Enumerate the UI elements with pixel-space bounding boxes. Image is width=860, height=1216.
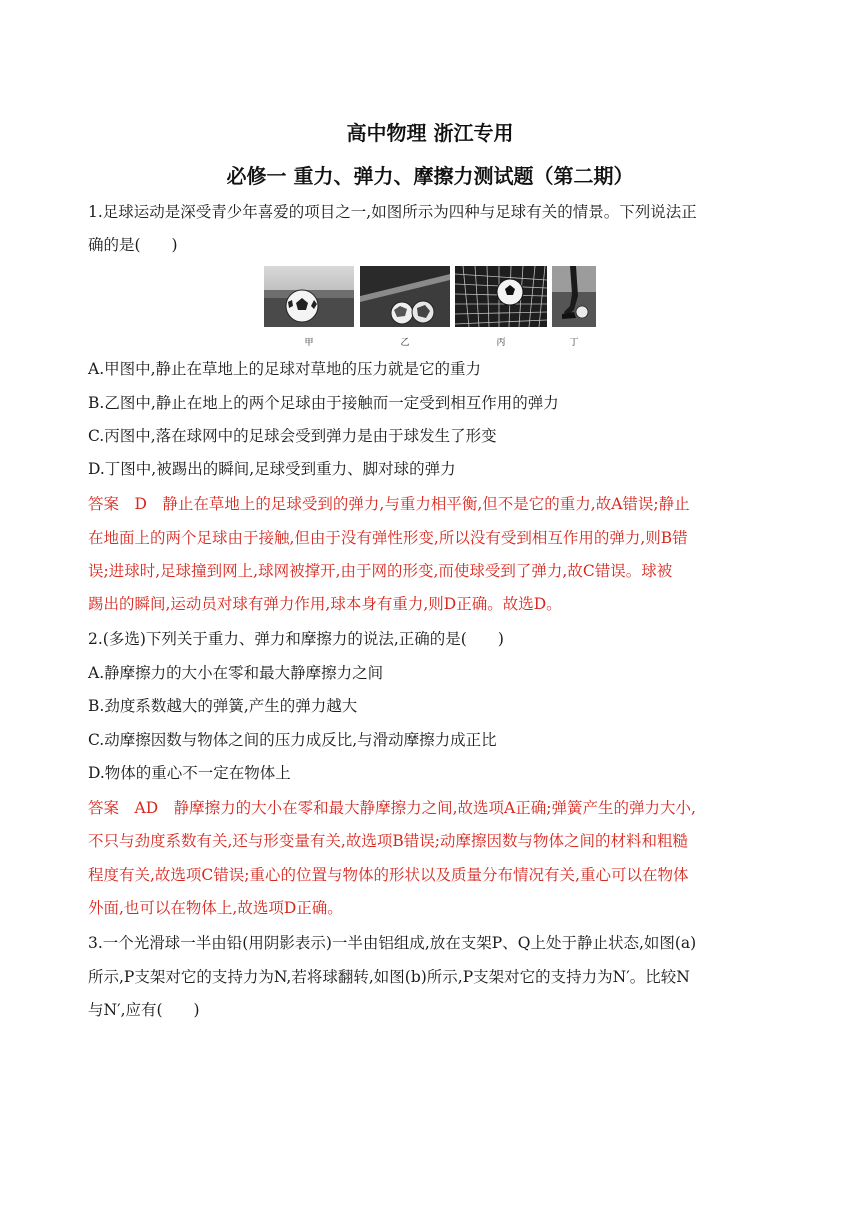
q3-stem-line2: 所示,P支架对它的支持力为N,若将球翻转,如图(b)所示,P支架对它的支持力为N′。比较N: [88, 968, 690, 986]
caption-ding: 丁: [569, 338, 579, 348]
q1-option-a: A.甲图中,静止在草地上的足球对草地的压力就是它的重力: [88, 360, 482, 378]
q3-stem-line3: 与N′,应有( ): [88, 1001, 200, 1019]
q2-answer-line1: 答案 AD 静摩擦力的大小在零和最大静摩擦力之间,故选项A正确;弹簧产生的弹力大小,: [88, 799, 696, 817]
q1-option-b: B.乙图中,静止在地上的两个足球由于接触而一定受到相互作用的弹力: [88, 394, 559, 412]
q1-option-d: D.丁图中,被踢出的瞬间,足球受到重力、脚对球的弹力: [88, 460, 456, 478]
q1-answer-line2: 在地面上的两个足球由于接触,但由于没有弹性形变,所以没有受到相互作用的弹力,则B错: [88, 529, 688, 547]
q1-answer-line1: 答案 D 静止在草地上的足球受到的弹力,与重力相平衡,但不是它的重力,故A错误;静止: [88, 495, 690, 513]
caption-yi: 乙: [400, 338, 410, 348]
q1-stem-line2: 确的是( ): [88, 236, 178, 254]
q2-option-b: B.劲度系数越大的弹簧,产生的弹力越大: [88, 697, 358, 715]
q2-answer-line4: 外面,也可以在物体上,故选项D正确。: [88, 899, 343, 917]
q2-answer-line3: 程度有关,故选项C错误;重心的位置与物体的形状以及质量分布情况有关,重心可以在物体: [88, 866, 689, 884]
q2-stem: 2.(多选)下列关于重力、弹力和摩擦力的说法,正确的是( ): [88, 630, 504, 648]
caption-bing: 丙: [496, 338, 506, 348]
q3-stem-line1: 3.一个光滑球一半由铅(用阴影表示)一半由铝组成,放在支架P、Q上处于静止状态,如图(a): [88, 934, 697, 952]
figure-ding-image: [552, 266, 596, 327]
q2-option-d: D.物体的重心不一定在物体上: [88, 764, 291, 782]
q2-option-c: C.动摩擦因数与物体之间的压力成反比,与滑动摩擦力成正比: [88, 731, 497, 749]
q2-option-a: A.静摩擦力的大小在零和最大静摩擦力之间: [88, 664, 384, 682]
page-subtitle: 必修一 重力、弹力、摩擦力测试题（第二期）: [226, 164, 634, 188]
q1-answer-line4: 踢出的瞬间,运动员对球有弹力作用,球本身有重力,则D正确。故选D。: [88, 595, 562, 613]
q1-answer-line3: 误;进球时,足球撞到网上,球网被撑开,由于网的形变,而使球受到了弹力,故C错误。球被: [88, 562, 673, 580]
q1-stem-line1: 1.足球运动是深受青少年喜爱的项目之一,如图所示为四种与足球有关的情景。下列说法正: [88, 203, 697, 221]
q1-option-c: C.丙图中,落在球网中的足球会受到弹力是由于球发生了形变: [88, 427, 497, 445]
figure-yi-image: [360, 266, 450, 327]
figure-bing-image: [455, 266, 547, 327]
q1-figure: [264, 266, 596, 350]
q2-answer-line2: 不只与劲度系数有关,还与形变量有关,故选项B错误;动摩擦因数与物体之间的材料和粗糙: [88, 832, 688, 850]
page-title: 高中物理 浙江专用: [346, 121, 514, 145]
figure-jia-image: [264, 266, 354, 327]
caption-jia: 甲: [304, 338, 314, 348]
